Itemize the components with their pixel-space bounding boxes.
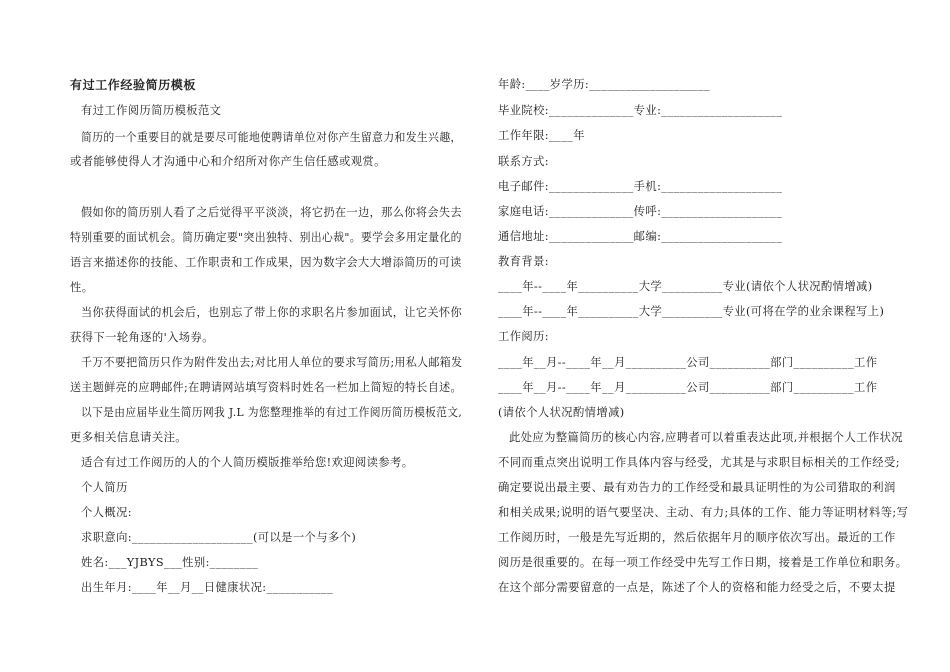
paragraph-line: 特别重要的面试机会。简历确定要"突出独特、别出心裁"。要学会多用定量化的 — [70, 231, 462, 244]
paragraph-line: 确定要说出最主要、最有劝告力的工作经受和最具证明性的为公司猎取的利润 — [498, 481, 896, 494]
form-label: 教育背景: — [498, 255, 549, 268]
paragraph-line: 当你获得面试的机会后，也别忘了带上你的求职名片参加面试，让它关怀你 — [81, 306, 463, 319]
form-line: 出生年月:____年__月__日健康状况:___________ — [81, 581, 333, 594]
form-line: 工作年限:____年 — [498, 129, 585, 142]
paragraph-line: 性。 — [70, 281, 94, 294]
paragraph-line: 假如你的简历别人看了之后觉得平平淡淡，将它扔在一边，那么你将会失去 — [81, 206, 463, 219]
form-line: ____年__月--____年__月__________公司__________部门__________工作 — [498, 356, 878, 369]
form-label: 工作阅历: — [498, 330, 549, 343]
paragraph-line: 更多相关信息请关注。 — [70, 431, 187, 444]
form-label: 个人概况: — [81, 506, 132, 519]
paragraph-line: 和相关成果;说明的语气要坚决、主动、有力;具体的工作、能力等证明材料等;写 — [498, 506, 909, 519]
form-line: 求职意向:____________________(可以是一个与多个) — [81, 531, 357, 544]
form-line: ____年--____年__________大学__________专业(请依个人状况酌情增减) — [498, 280, 873, 293]
paragraph-line: 送主题鲜亮的应聘邮件;在聘请网站填写资料时姓名一栏加上简短的特长自述。 — [70, 381, 462, 394]
form-note: (请依个人状况酌情增减) — [498, 406, 625, 419]
document-title: 有过工作经验简历模板 — [70, 78, 197, 92]
paragraph-line: 简历的一个重要目的就是要尽可能地使聘请单位对你产生留意力和发生兴趣， — [81, 131, 462, 144]
form-line: 毕业院校:______________专业:____________________ — [498, 104, 783, 117]
subtitle: 有过工作阅历简历模板范文 — [81, 104, 222, 117]
paragraph-line: 在这个部分需要留意的一点是，陈述了个人的资格和能力经受之后，不要太提 — [498, 581, 896, 594]
form-line: 通信地址:______________邮编:____________________ — [498, 230, 783, 243]
form-line: 年龄:____岁学历:____________________ — [498, 78, 711, 91]
paragraph-line: 阅历是很重要的。在每一项工作经受中先写工作日期，接着是工作单位和职务。 — [498, 556, 908, 569]
form-line: 姓名:___YJBYS___性别:________ — [81, 556, 259, 569]
paragraph-line: 工作阅历时，一般是先写近期的，然后依据年月的顺序依次写出。最近的工作 — [498, 531, 896, 544]
paragraph-line: 获得下一轮角逐的'入场券。 — [70, 331, 214, 344]
form-line: ____年__月--____年__月__________公司__________部门__________工作 — [498, 381, 878, 394]
form-line: ____年--____年__________大学__________专业(可将在学的业余课程写上) — [498, 305, 885, 318]
paragraph-line: 以下是由应届毕业生简历网我 J.L 为您整理推举的有过工作阅历简历模板范文, — [81, 406, 463, 419]
paragraph-line: 适合有过工作阅历的人的个人简历模版推举给您!欢迎阅读参考。 — [81, 456, 414, 469]
paragraph-line: 语言来描述你的技能、工作职责和工作成果，因为数字会大大增添简历的可读 — [70, 256, 462, 269]
form-line: 电子邮件:______________手机:____________________ — [498, 180, 783, 193]
paragraph-line: 千万不要把简历只作为附件发出去;对比用人单位的要求写简历;用私人邮箱发 — [81, 356, 463, 369]
section-heading: 个人简历 — [81, 481, 128, 494]
paragraph-line: 或者能够使得人才沟通中心和介绍所对你产生信任感或观赏。 — [70, 155, 386, 168]
form-line: 家庭电话:______________传呼:____________________ — [498, 205, 783, 218]
paragraph-line: 不同而重点突出说明工作具体内容与经受，尤其是与求职目标相关的工作经受; — [498, 456, 900, 469]
form-label: 联系方式: — [498, 155, 549, 168]
paragraph-line: 此处应为整篇简历的核心内容,应聘者可以着重表达此项,并根据个人工作状况 — [509, 431, 903, 444]
